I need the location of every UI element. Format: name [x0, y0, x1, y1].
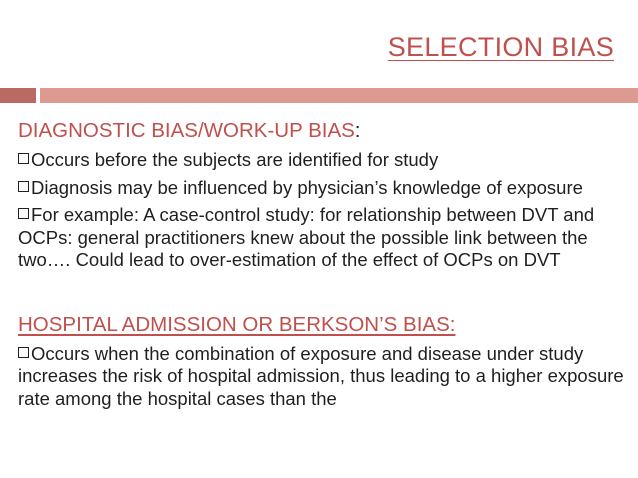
square-bullet-icon	[18, 153, 29, 164]
bullet-item	[18, 149, 626, 172]
section-heading-diagnostic-bias	[18, 118, 626, 144]
bullet-item	[18, 177, 626, 200]
square-bullet-icon	[18, 347, 29, 358]
header-bar-left	[0, 88, 36, 103]
section-heading-text: DIAGNOSTIC BIAS/WORK-UP BIAS	[18, 119, 355, 142]
square-bullet-icon	[18, 208, 29, 219]
bullet-text: Occurs when the combination of exposure and disease under study increases the risk of hospital admission, thus leading to a higher exposure rate among the hospital cases than the	[18, 342, 624, 409]
slide-content	[18, 118, 626, 410]
bullet-text: Occurs before the subjects are identified for study	[31, 149, 439, 170]
section-heading-berkson-bias: HOSPITAL ADMISSION OR BERKSON’S BIAS:	[18, 312, 456, 336]
square-bullet-icon	[18, 181, 29, 192]
header-bar-right	[40, 88, 638, 103]
bullet-text: Diagnosis may be influenced by physician’s knowledge of exposure	[31, 176, 583, 198]
section-spacer	[18, 272, 626, 312]
slide-title: SELECTION BIAS	[387, 32, 614, 62]
heading-colon: :	[354, 119, 361, 142]
bullet-item	[18, 343, 626, 411]
bullet-text: For example: A case-control study: for relationship between DVT and OCPs: general practitioners knew about the possible link between the two…. Could lead to over-estimation of the effect of OCPs on DVT	[18, 204, 595, 270]
bullet-item	[18, 204, 626, 272]
